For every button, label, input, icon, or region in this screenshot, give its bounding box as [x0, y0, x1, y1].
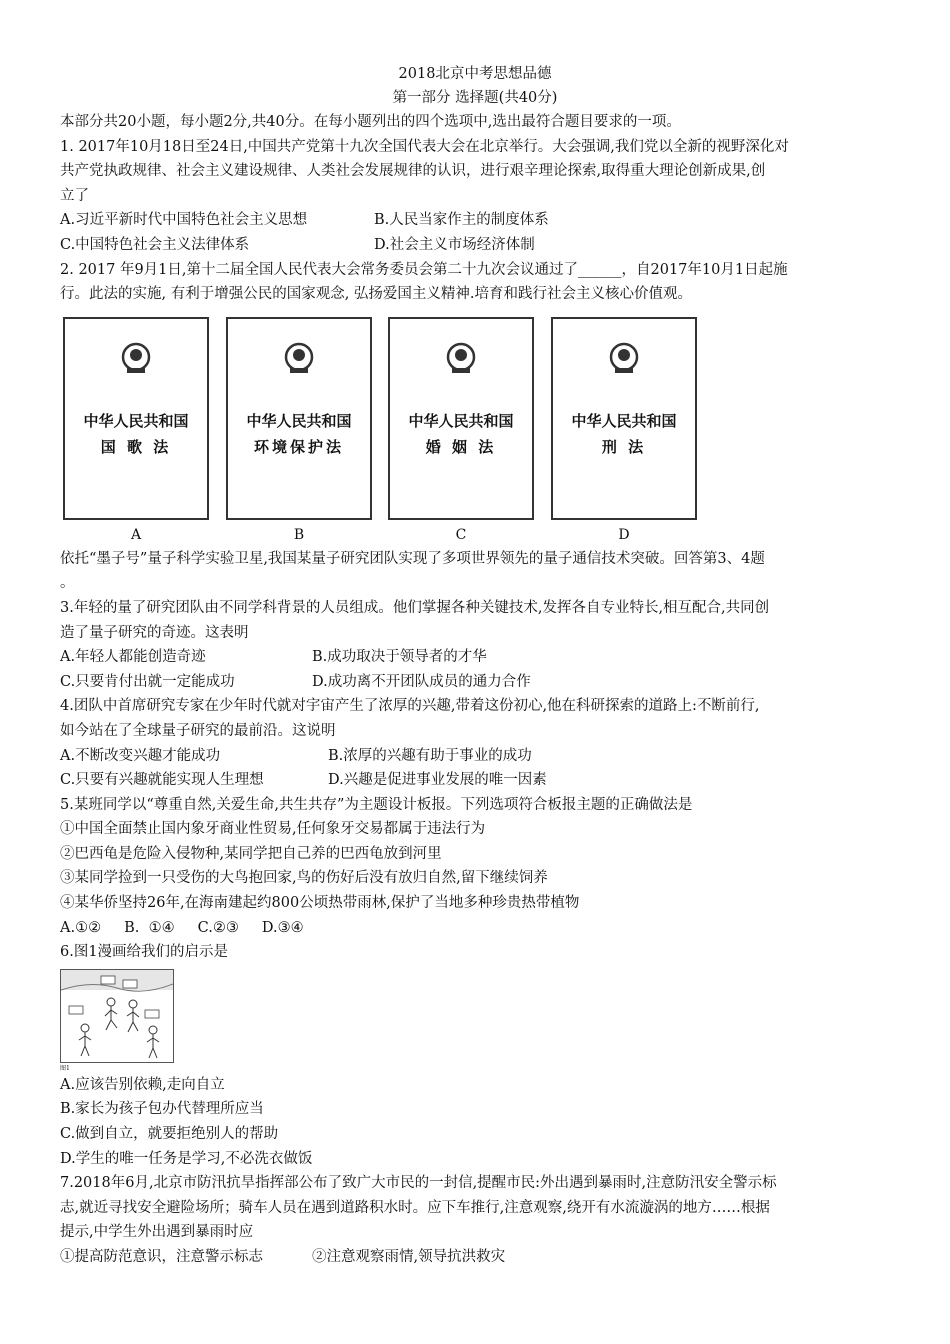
law-book-a-letter: A [130, 526, 142, 543]
q1-option-b[interactable]: B.人民当家作主的制度体系 [374, 212, 549, 229]
section-title: 第一部分 选择题(共40分) [392, 90, 558, 106]
law-book-b[interactable] [226, 317, 372, 520]
q4-stem-line: 如今站在了全球量子研究的最前沿。这说明 [60, 722, 336, 739]
q7-stem-line: 志,就近寻找安全避险场所；骑车人员在遇到道路积水时。应下车推行,注意观察,绕开有水流漩涡的地方……根据 [60, 1199, 770, 1216]
law-book-b-letter: B [293, 526, 305, 543]
law-book-b-line2: 环境保护法 [253, 437, 344, 456]
q3-option-a[interactable]: A.年轻人都能创造奇迹 [60, 649, 206, 666]
q2-stem-line: 2. 2017 年9月1日,第十二届全国人民代表大会常务委员会第二十九次会议通过了______，自2017年10月1日起施 [60, 261, 788, 278]
q3-option-b[interactable]: B.成功取决于领导者的才华 [312, 649, 487, 666]
q3-option-d[interactable]: D.成功离不开团队成员的通力合作 [312, 673, 531, 690]
q6-option-b[interactable]: B.家长为孩子包办代替理所应当 [60, 1101, 264, 1118]
intro-text: 本部分共20小题，每小题2分,共40分。在每小题列出的四个选项中,选出最符合题目要求的一项。 [60, 114, 681, 130]
law-book-a-line2: 国 歌 法 [100, 437, 172, 456]
q1-option-c[interactable]: C.中国特色社会主义法律体系 [60, 236, 250, 253]
q6-option-c[interactable]: C.做到自立，就要拒绝别人的帮助 [60, 1126, 279, 1143]
law-book-b-line1: 中华人民共和国 [246, 411, 352, 430]
q4-options-row [60, 768, 895, 793]
q4-stem-line: 4.团队中首席研究专家在少年时代就对宇宙产生了浓厚的兴趣,带着这份初心,他在科研探索的道路上:不断前行, [60, 698, 760, 715]
q3-option-c[interactable]: C.只要肯付出就一定能成功 [60, 673, 235, 690]
q6-stem: 6.图1漫画给我们的启示是 [60, 944, 229, 961]
law-book-c-line1: 中华人民共和国 [408, 411, 514, 430]
q1-stem-line: 1. 2017年10月18日至24日,中国共产党第十九次全国代表大会在北京举行。大会强调,我们党以全新的视野深化对 [60, 138, 789, 155]
law-book-d-line1: 中华人民共和国 [571, 411, 677, 430]
q4-option-a[interactable]: A.不断改变兴趣才能成功 [60, 747, 221, 764]
q6-figure-caption: 图1 [60, 1064, 70, 1072]
q4-option-c[interactable]: C.只要有兴趣就能实现人生理想 [60, 772, 264, 789]
q1-option-d[interactable]: D.社会主义市场经济体制 [374, 236, 535, 253]
q5-item: ②巴西龟是危险入侵物种,某同学把自己养的巴西龟放到河里 [60, 845, 442, 862]
q5-options[interactable]: A.①② B. ①④ C.②③ D.③④ [60, 919, 304, 936]
national-emblem-icon [444, 341, 478, 375]
law-book-c[interactable] [388, 317, 534, 520]
q1-stem-line: 立了 [60, 187, 89, 204]
q1-stem-line: 共产党执政规律、社会主义建设规律、人类社会发展规律的认识，进行艰辛理论探索,取得重大理论创新成果,创 [60, 163, 766, 180]
q7-item-1: ①提高防范意识，注意警示标志 [60, 1249, 263, 1265]
law-book-c-line2: 婚 姻 法 [425, 437, 497, 456]
q1-options-row [60, 233, 895, 258]
law-book-d-line2: 刑 法 [601, 437, 647, 456]
q6-option-d[interactable]: D.学生的唯一任务是学习,不必洗衣做饭 [60, 1150, 313, 1167]
q5-item: ④某华侨坚持26年,在海南建起约800公顷热带雨林,保护了当地多种珍贵热带植物 [60, 895, 580, 912]
national-emblem-icon [282, 341, 316, 375]
q3-options-row [60, 670, 895, 695]
exam-body [60, 110, 895, 1270]
law-book-c-letter: C [455, 526, 467, 543]
law-book-d-letter: D [618, 526, 630, 543]
exam-title: 2018北京中考思想品德 [398, 66, 552, 82]
q7-stem-line: 7.2018年6月,北京市防汛抗旱指挥部公布了致广大市民的一封信,提醒市民:外出遇到暴雨时,注意防汛安全警示标 [60, 1175, 777, 1192]
q3-options-row [60, 645, 895, 670]
q3-stem-line: 3.年轻的量了研究团队由不同学科背景的人员组成。他们掌握各种关键技术,发挥各自专业特长,相互配合,共同创 [60, 599, 770, 616]
q5-item: ①中国全面禁止国内象牙商业性贸易,任何象牙交易都属于违法行为 [60, 821, 486, 838]
q7-items-row [60, 1245, 895, 1270]
q6-cartoon-figure [60, 969, 174, 1063]
q2-law-figures [60, 311, 895, 541]
q34-intro-line: 。 [60, 575, 75, 592]
law-book-a-line1: 中华人民共和国 [83, 411, 189, 430]
q4-option-b[interactable]: B.浓厚的兴趣有助于事业的成功 [328, 747, 532, 764]
q6-option-a[interactable]: A.应该告别依赖,走向自立 [60, 1076, 225, 1093]
national-emblem-icon [119, 341, 153, 375]
q1-options-row [60, 208, 895, 233]
q7-stem-line: 提示,中学生外出遇到暴雨时应 [60, 1224, 254, 1241]
q7-item-2: ②注意观察雨情,领导抗洪救灾 [312, 1249, 506, 1265]
cartoon-illustration [61, 970, 173, 1062]
q3-stem-line: 造了量子研究的奇迹。这表明 [60, 624, 249, 641]
law-book-a[interactable] [63, 317, 209, 520]
q2-stem-line: 行。此法的实施, 有利于增强公民的国家观念, 弘扬爱国主义精神.培育和践行社会主义核心价值观。 [60, 286, 693, 303]
q4-options-row [60, 744, 895, 769]
law-book-d[interactable] [551, 317, 697, 520]
q1-option-a[interactable]: A.习近平新时代中国特色社会主义思想 [60, 212, 308, 229]
q34-intro-line: 依托“墨子号”量子科学实验卫星,我国某量子研究团队实现了多项世界领先的量子通信技术突破。回答第3、4题 [60, 550, 765, 567]
q5-item: ③某同学捡到一只受伤的大鸟抱回家,鸟的伤好后没有放归自然,留下继续饲养 [60, 870, 548, 887]
q5-stem: 5.某班同学以“尊重自然,关爱生命,共生共存”为主题设计板报。下列选项符合板报主题的正确做法是 [60, 796, 693, 813]
q4-option-d[interactable]: D.兴趣是促进事业发展的唯一因素 [328, 772, 547, 789]
national-emblem-icon [607, 341, 641, 375]
